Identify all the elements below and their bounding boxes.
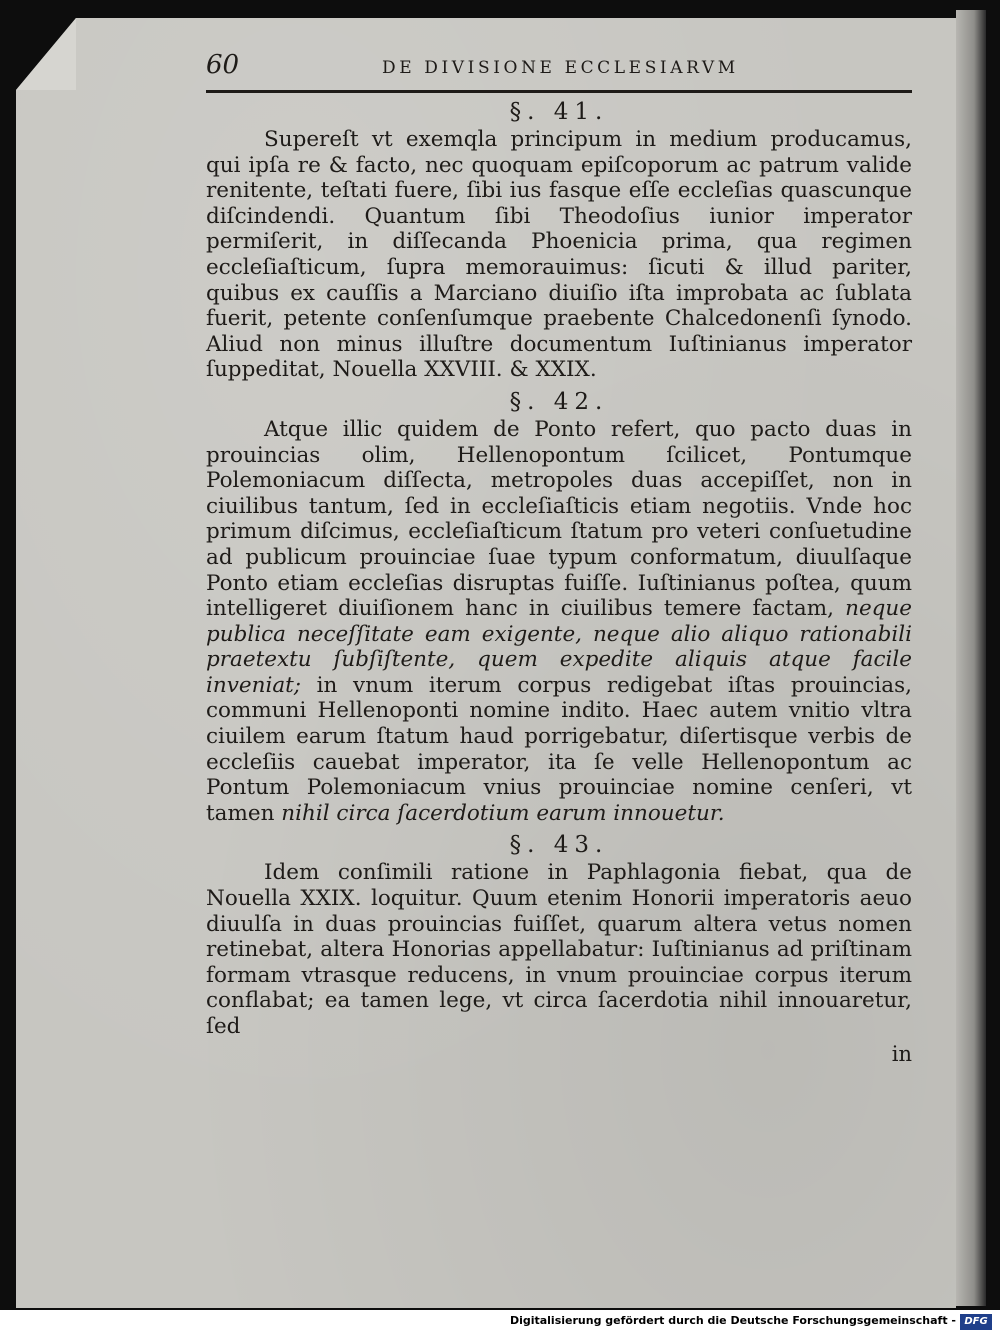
header-rule <box>206 90 912 93</box>
section-heading: §. 43. <box>509 832 609 859</box>
running-title: DE DIVISIONE ECCLESIARVM <box>382 58 739 78</box>
section-paragraph <box>206 860 912 1039</box>
running-head <box>206 48 912 88</box>
page-number: 60 <box>206 50 240 80</box>
text-run: Supereſt vt exemqla principum in medium producamus, qui ipſa re & facto, nec quoquam epiſcoporum ac patrum valide renitente, teſtati fuere, ſibi ius fasque eſſe eccleſias quascunque diſcindendi. Quantum ſibi Theodoſius iunior imperator permiſerit, in diſſecanda Phoenicia prima, qua regimen eccleſiaſticum, ſupra memorauimus: ſicuti & illud pariter, quibus ex cauſſis a Marciano diuiſio iſta improbata ac ſublata fuerit, petente conſenſumque praebente Chalcedonenſi ſynodo. Aliud non minus illuſtre documentum Iuſtinianus imperator ſuppeditat, Nouella XXVIII. & XXIX. <box>206 127 912 383</box>
text-run: Idem conſimili ratione in Paphlagonia fiebat, qua de Nouella XXIX. loquitur. Quum etenim Honorii imperatoris aeuo diuulſa in duas prouincias fuiſſet, quarum altera vetus nomen retinebat, altera Honorias appellabatur: Iuſtinianus ad priſtinam formam vtrasque reducens, in vnum prouinciae corpus iterum conflabat; ea tamen lege, vt circa ſacerdotia nihil innouaretur, ſed <box>206 860 912 1039</box>
page-edge-shadow <box>956 10 986 1306</box>
section-paragraph <box>206 417 912 827</box>
italic-quotation: neque publica neceſſitate eam exigente, neque alio aliquo rationabili praetextu ſubſiſtente, quem expedite aliquis atque facile inveniat; <box>206 596 912 698</box>
section-paragraph <box>206 127 912 383</box>
page-content <box>206 48 912 1066</box>
section-heading: §. 41. <box>509 99 609 125</box>
sections <box>206 97 912 1040</box>
text-run: in vnum iterum corpus redigebat iſtas prouincias, communi Hellenoponti nomine indito. Haec autem vnitio vltra ciuilem earum ſtatum haud porrigebatur, diſertisque verbis de eccleſiis cauebat imperator, ita ſe velle Hellenopontum ac Pontum Polemoniacum vnius prouinciae nomine cenſeri, vt tamen <box>206 672 912 826</box>
dfg-logo-icon: DFG <box>960 1314 992 1330</box>
italic-quotation: nihil circa ſacerdotium earum innouetur. <box>281 800 725 826</box>
text-run: Atque illic quidem de Ponto refert, quo pacto duas in prouincias olim, Hellenopontum ſcilicet, Pontumque Polemoniacum diſſecta, metropoles duas accepiſſet, non in ciuilibus tantum, ſed in eccleſiaſticis etiam negotiis. Vnde hoc primum diſcimus, eccleſiaſticum ſtatum pro veteri conſuetudine ad publicum prouinciae ſuae typum conformatum, diuulſaque Ponto etiam eccleſias disruptas fuiſſe. Iuſtinianus poſtea, quum intelligeret diuiſionem hanc in ciuilibus temere factam, <box>206 416 912 622</box>
digitization-footer <box>0 1310 1000 1334</box>
section-heading: §. 42. <box>509 388 609 415</box>
footer-credit: Digitalisierung gefördert durch die Deutsche Forschungsgemeinschaft - <box>509 1314 956 1327</box>
catchword: in <box>891 1041 912 1066</box>
folded-corner-flap <box>16 18 76 90</box>
